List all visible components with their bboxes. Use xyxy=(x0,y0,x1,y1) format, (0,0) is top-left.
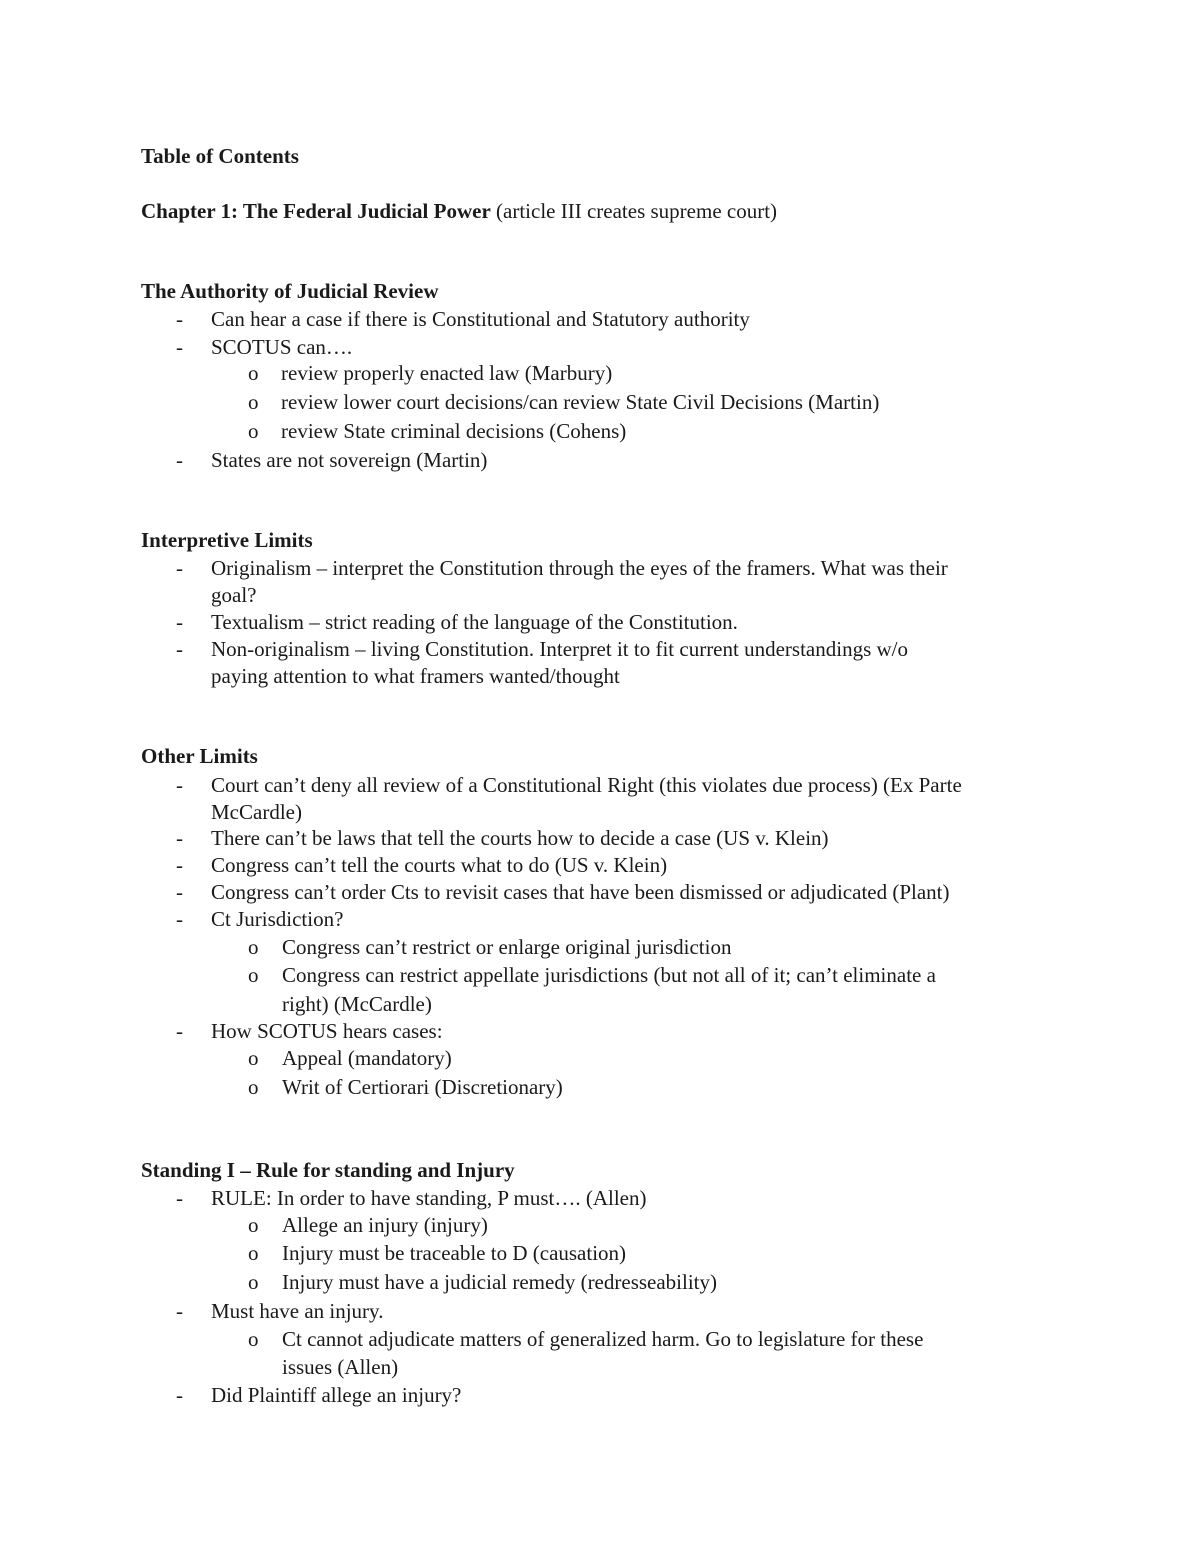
dash-marker: - xyxy=(176,1299,183,1323)
list-item: Ct Jurisdiction? xyxy=(211,907,344,931)
dash-marker: - xyxy=(176,1019,183,1043)
dash-marker: - xyxy=(176,826,183,850)
sub-bullet-marker: o xyxy=(248,1075,259,1099)
sub-list-item: Allege an injury (injury) xyxy=(282,1213,488,1237)
dash-marker: - xyxy=(176,880,183,904)
sub-list-item: Ct cannot adjudicate matters of generalized harm. Go to legislature for these xyxy=(282,1327,924,1351)
sub-list-item: Injury must have a judicial remedy (redresseability) xyxy=(282,1270,718,1294)
dash-marker: - xyxy=(176,853,183,877)
sub-bullet-marker: o xyxy=(248,1270,259,1294)
list-item: Textualism – strict reading of the language of the Constitution. xyxy=(211,610,738,634)
chapter-label: Chapter 1: The Federal Judicial Power xyxy=(141,199,491,223)
dash-marker: - xyxy=(176,556,183,580)
list-item: States are not sovereign (Martin) xyxy=(211,448,488,472)
sub-list-item: review State criminal decisions (Cohens) xyxy=(281,419,627,443)
dash-marker: - xyxy=(176,637,183,661)
sub-bullet-marker: o xyxy=(248,963,259,987)
sub-bullet-marker: o xyxy=(248,1327,259,1351)
sub-list-item: review lower court decisions/can review State Civil Decisions (Martin) xyxy=(281,390,880,414)
sub-list-item: Congress can restrict appellate jurisdictions (but not all of it; can’t eliminate a xyxy=(282,963,936,987)
section-heading: Other Limits xyxy=(141,744,258,768)
list-item: Originalism – interpret the Constitution through the eyes of the framers. What was their xyxy=(211,556,948,580)
section-heading: Standing I – Rule for standing and Injury xyxy=(141,1158,515,1182)
dash-marker: - xyxy=(176,335,183,359)
sub-list-item: review properly enacted law (Marbury) xyxy=(281,361,613,385)
dash-marker: - xyxy=(176,773,183,797)
chapter-note: (article III creates supreme court) xyxy=(496,199,778,223)
sub-list-item: Congress can’t restrict or enlarge original jurisdiction xyxy=(282,935,732,959)
dash-marker: - xyxy=(176,1186,183,1210)
sub-list-item: Writ of Certiorari (Discretionary) xyxy=(282,1075,563,1099)
sub-list-item: Injury must be traceable to D (causation) xyxy=(282,1241,627,1265)
list-item: Can hear a case if there is Constitutional and Statutory authority xyxy=(211,307,750,331)
dash-marker: - xyxy=(176,907,183,931)
list-item: Court can’t deny all review of a Constitutional Right (this violates due process) (Ex Parte xyxy=(211,773,962,797)
dash-marker: - xyxy=(176,448,183,472)
sub-bullet-marker: o xyxy=(248,1213,259,1237)
dash-marker: - xyxy=(176,610,183,634)
sub-bullet-marker: o xyxy=(248,361,259,385)
list-item: SCOTUS can…. xyxy=(211,335,353,359)
list-item-continuation: McCardle) xyxy=(211,800,302,824)
sub-list-item: Appeal (mandatory) xyxy=(282,1046,452,1070)
dash-marker: - xyxy=(176,307,183,331)
sub-list-item-continuation: right) (McCardle) xyxy=(282,992,432,1016)
list-item: RULE: In order to have standing, P must…. (Allen) xyxy=(211,1186,647,1210)
sub-bullet-marker: o xyxy=(248,419,259,443)
sub-bullet-marker: o xyxy=(248,1046,259,1070)
list-item-continuation: paying attention to what framers wanted/thought xyxy=(211,664,620,688)
list-item: How SCOTUS hears cases: xyxy=(211,1019,443,1043)
chapter-heading xyxy=(141,197,777,225)
sub-list-item-continuation: issues (Allen) xyxy=(282,1355,399,1379)
sub-bullet-marker: o xyxy=(248,1241,259,1265)
section-heading: Interpretive Limits xyxy=(141,528,313,552)
sub-bullet-marker: o xyxy=(248,390,259,414)
list-item: Congress can’t tell the courts what to do (US v. Klein) xyxy=(211,853,668,877)
list-item: Must have an injury. xyxy=(211,1299,384,1323)
list-item: Congress can’t order Cts to revisit cases that have been dismissed or adjudicated (Plant) xyxy=(211,880,950,904)
toc-title: Table of Contents xyxy=(141,144,299,168)
list-item: Non-originalism – living Constitution. Interpret it to fit current understandings w/o xyxy=(211,637,908,661)
section-heading: The Authority of Judicial Review xyxy=(141,279,439,303)
list-item: Did Plaintiff allege an injury? xyxy=(211,1383,462,1407)
dash-marker: - xyxy=(176,1383,183,1407)
sub-bullet-marker: o xyxy=(248,935,259,959)
list-item-continuation: goal? xyxy=(211,583,257,607)
list-item: There can’t be laws that tell the courts how to decide a case (US v. Klein) xyxy=(211,826,829,850)
